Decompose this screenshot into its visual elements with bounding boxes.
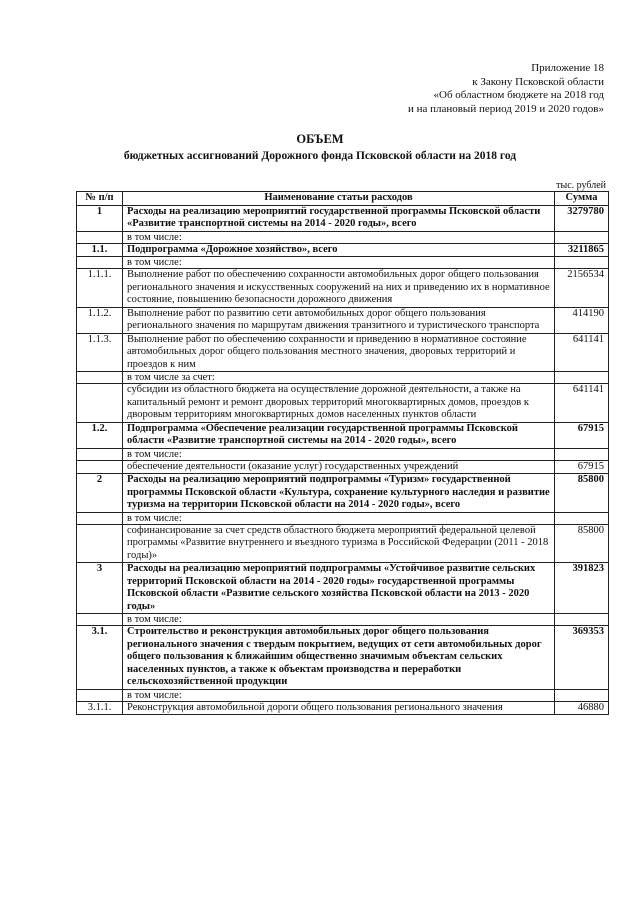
row-sum: 369353 <box>555 626 609 690</box>
table-row <box>77 524 609 563</box>
table-row <box>77 257 609 269</box>
row-sum: 414190 <box>555 307 609 333</box>
row-name: Расходы на реализацию мероприятий подпрограммы «Устойчивое развитие сельских территорий Псковской области на 2014 - 2020 годы» государственной программы Псковской области «Развитие сельского хозяйства Псковской области на 2013 - 2020 годы» <box>123 563 555 614</box>
row-sum: 641141 <box>555 384 609 423</box>
row-number: 1.1.2. <box>77 307 123 333</box>
table-row <box>77 422 609 448</box>
table-row <box>77 701 609 715</box>
table-row <box>77 372 609 384</box>
table-row <box>77 307 609 333</box>
row-sum: 3279780 <box>555 205 609 231</box>
table-row <box>77 243 609 257</box>
row-name: в том числе: <box>123 257 555 269</box>
row-name: в том числе: <box>123 689 555 701</box>
row-sum: 85800 <box>555 474 609 513</box>
row-number: 1.1.3. <box>77 333 123 372</box>
row-number <box>77 689 123 701</box>
header-number: № п/п <box>77 192 123 206</box>
table-row <box>77 231 609 243</box>
table-row <box>77 269 609 308</box>
row-sum: 85800 <box>555 524 609 563</box>
row-name: Выполнение работ по развитию сети автомобильных дорог общего пользования регионального значения по маршрутам движения транзитного и туристического транспорта <box>123 307 555 333</box>
row-number <box>77 512 123 524</box>
table-row <box>77 563 609 614</box>
row-number: 3.1. <box>77 626 123 690</box>
row-number: 3.1.1. <box>77 701 123 715</box>
table-row <box>77 384 609 423</box>
row-number: 3 <box>77 563 123 614</box>
row-name: в том числе: <box>123 512 555 524</box>
row-sum <box>555 689 609 701</box>
table-row <box>77 448 609 460</box>
row-number <box>77 257 123 269</box>
row-number <box>77 231 123 243</box>
row-number <box>77 524 123 563</box>
row-name: Подпрограмма «Дорожное хозяйство», всего <box>123 243 555 257</box>
row-sum <box>555 614 609 626</box>
row-name: в том числе: <box>123 614 555 626</box>
unit-label: тыс. рублей <box>556 180 606 191</box>
budget-table <box>76 191 609 715</box>
row-sum <box>555 512 609 524</box>
header-sum: Сумма <box>555 192 609 206</box>
row-number <box>77 460 123 474</box>
document-subtitle: бюджетных ассигнований Дорожного фонда Псковской области на 2018 год <box>123 150 517 162</box>
row-name: Выполнение работ по обеспечению сохранности автомобильных дорог общего пользования регионального значения и искусственных сооружений на них и приведению их в нормативное состояние, повышению безопасности дорожного движения <box>123 269 555 308</box>
table-row <box>77 474 609 513</box>
row-name: Расходы на реализацию мероприятий подпрограммы «Туризм» государственной программы Псковской области «Культура, сохранение культурного наследия и развитие туризма на территории Псковской области на 2014 - 2020 годы», всего <box>123 474 555 513</box>
row-name: Строительство и реконструкция автомобильных дорог общего пользования регионального значения с твердым покрытием, ведущих от сети автомобильных дорог общего пользования к ближайшим общественно значимым объектам сельских населенных пунктов, а также к объектам производства и переработки сельскохозяйственной продукции <box>123 626 555 690</box>
header-name: Наименование статьи расходов <box>123 192 555 206</box>
row-name: субсидии из областного бюджета на осуществление дорожной деятельности, а также на капитальный ремонт и ремонт дворовых территорий многоквартирных домов, проездов к дворовым территориям многоквартирных домов населенных пунктов области <box>123 384 555 423</box>
document-title: ОБЪЕМ <box>296 132 344 146</box>
appendix-header <box>408 62 604 116</box>
row-name: в том числе: <box>123 448 555 460</box>
row-sum: 67915 <box>555 422 609 448</box>
table-row <box>77 512 609 524</box>
table-body <box>77 205 609 715</box>
row-sum: 67915 <box>555 460 609 474</box>
row-number: 1.1. <box>77 243 123 257</box>
row-sum <box>555 257 609 269</box>
row-name: Реконструкция автомобильной дороги общего пользования регионального значения <box>123 701 555 715</box>
row-number: 1.2. <box>77 422 123 448</box>
row-sum: 46880 <box>555 701 609 715</box>
row-number <box>77 372 123 384</box>
appendix-line-3: «Об областном бюджете на 2018 год <box>433 89 604 101</box>
row-sum <box>555 448 609 460</box>
row-sum: 2156534 <box>555 269 609 308</box>
row-sum: 391823 <box>555 563 609 614</box>
table-row <box>77 626 609 690</box>
row-number <box>77 448 123 460</box>
row-name: Выполнение работ по обеспечению сохранности и приведению в нормативное состояние автомобильных дорог общего пользования местного значения, дворовых территорий и проездов к ним <box>123 333 555 372</box>
row-sum <box>555 231 609 243</box>
row-number <box>77 614 123 626</box>
appendix-line-1: Приложение 18 <box>531 62 604 74</box>
row-name: в том числе за счет: <box>123 372 555 384</box>
table-row <box>77 689 609 701</box>
row-name: Подпрограмма «Обеспечение реализации государственной программы Псковской области «Развитие транспортной системы на 2014 - 2020 годы», всего <box>123 422 555 448</box>
row-sum: 641141 <box>555 333 609 372</box>
appendix-line-2: к Закону Псковской области <box>472 75 604 88</box>
table-header-row <box>77 192 609 206</box>
table-row <box>77 333 609 372</box>
row-sum: 3211865 <box>555 243 609 257</box>
table-row <box>77 205 609 231</box>
table-row <box>77 460 609 474</box>
row-number <box>77 384 123 423</box>
row-number: 1 <box>77 205 123 231</box>
row-number: 2 <box>77 474 123 513</box>
row-sum <box>555 372 609 384</box>
row-name: обеспечение деятельности (оказание услуг) государственных учреждений <box>123 460 555 474</box>
row-name: софинансирование за счет средств областного бюджета мероприятий федеральной целевой программы «Развитие внутреннего и въездного туризма в Российской Федерации (2011 - 2018 годы)» <box>123 524 555 563</box>
row-number: 1.1.1. <box>77 269 123 308</box>
row-name: Расходы на реализацию мероприятий государственной программы Псковской области «Развитие транспортной системы на 2014 - 2020 годы», всего <box>123 205 555 231</box>
appendix-line-4: и на плановый период 2019 и 2020 годов» <box>407 102 604 115</box>
table-row <box>77 614 609 626</box>
row-name: в том числе: <box>123 231 555 243</box>
